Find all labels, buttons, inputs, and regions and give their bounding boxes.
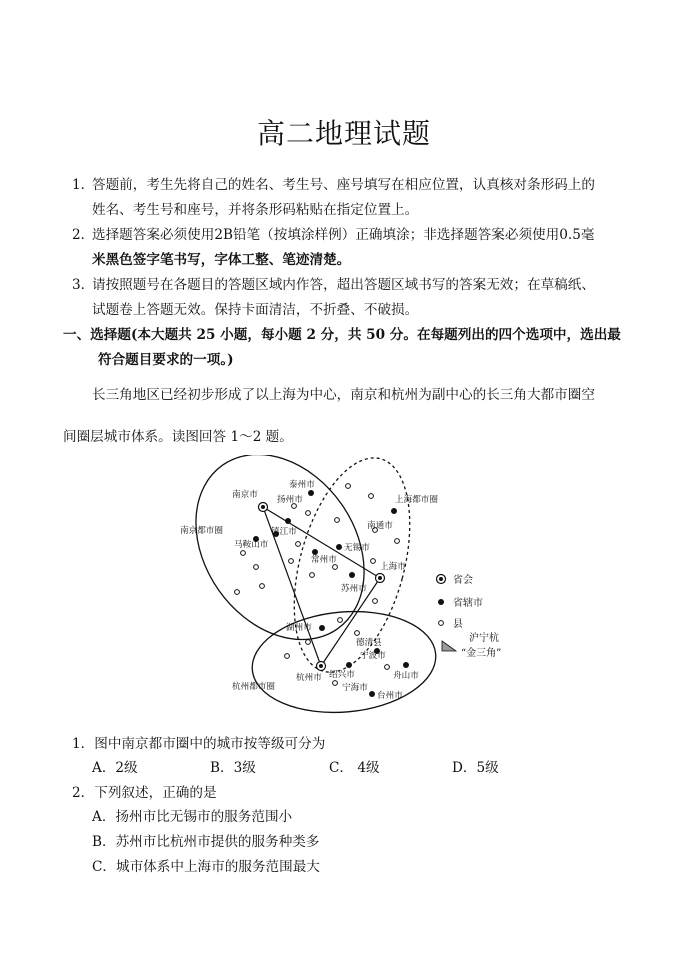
taizhou-marker	[308, 490, 314, 496]
label-suzhou: 苏州市	[341, 584, 367, 594]
wuxi-marker	[336, 544, 342, 550]
instruction-2-line1: 选择题答案必须使用2B铅笔（按填涂样例）正确填涂；非选择题答案必须使用0.5毫	[92, 227, 595, 243]
suzhou-marker	[349, 572, 355, 578]
label-haining: 宁海市	[342, 683, 368, 693]
shanghai-capital-marker	[376, 574, 385, 583]
label-maanshan: 马鞍山市	[234, 540, 269, 550]
q1-option-d: D．5级	[452, 760, 499, 776]
question-1-stem: 1．图中南京都市圈中的城市按等级可分为	[72, 736, 326, 752]
label-shaoxing: 绍兴市	[329, 670, 355, 680]
instruction-1-line2: 姓名、考生号和座号，并将条形码粘贴在指定位置上。	[92, 202, 419, 218]
instruction-3-line1: 请按照题号在各题目的答题区域内作答，超出答题区域书写的答案无效；在草稿纸、	[92, 277, 595, 293]
label-hangzhou: 杭州市	[296, 673, 322, 683]
legend-triangle-line2: “金三角”	[461, 648, 502, 659]
legend-city: 省辖市	[453, 598, 483, 609]
label-zhenjiang: 镇江市	[271, 527, 297, 537]
label-ningbo: 宁波市	[360, 651, 386, 661]
nantong-marker	[391, 508, 397, 514]
label-shanghai-circle: 上海都市圈	[395, 495, 438, 505]
yangtze-delta-map	[172, 455, 522, 725]
label-huzhou: 湖州市	[286, 623, 312, 633]
q1-option-c: C． 4级	[329, 760, 380, 776]
hangzhou-circle-boundary	[248, 604, 440, 720]
section-header-line1: 一、选择题(本大题共 25 小题，每小题 2 分，共 50 分。在每题列出的四个选项中，选出最	[63, 327, 621, 343]
label-nantong: 南通市	[367, 521, 393, 531]
section-header-line2: 符合题目要求的一项。)	[98, 352, 234, 368]
legend-capital: 省会	[453, 575, 473, 586]
q1-option-b: B．3级	[210, 760, 256, 776]
q1-option-a: A．2级	[92, 760, 138, 776]
question-2-stem: 2．下列叙述，正确的是	[72, 785, 217, 801]
instruction-1-line1: 答题前，考生先将自己的姓名、考生号、座号填写在相应位置，认真核对条形码上的	[92, 177, 595, 193]
instruction-3-line2: 试题卷上答题无效。保持卡面清洁，不折叠、不破损。	[92, 302, 419, 318]
label-wuxi: 无锡市	[344, 543, 370, 553]
label-changzhou: 常州市	[311, 555, 337, 565]
legend-county: 县	[453, 619, 463, 630]
huzhou-marker	[319, 625, 325, 631]
label-nanjing-circle: 南京都市圈	[180, 526, 223, 536]
hangzhou-capital-marker	[317, 662, 326, 671]
passage-line2: 间圈层城市体系。读图回答 1～2 题。	[63, 429, 293, 445]
zhoushan-marker	[403, 662, 409, 668]
q2-option-a: A．扬州市比无锡市的服务范围小	[92, 809, 293, 825]
label-yangzhou: 扬州市	[277, 495, 303, 505]
instruction-3-num: 3．	[72, 277, 95, 293]
instruction-1-num: 1．	[72, 177, 95, 193]
legend-triangle-line1: 沪宁杭	[469, 633, 499, 644]
label-hangzhou-circle: 杭州都市圈	[232, 682, 275, 692]
nanjing-capital-marker	[259, 503, 268, 512]
page-title: 高二地理试题	[256, 117, 431, 150]
q2-option-c: C．城市体系中上海市的服务范围最大	[92, 859, 320, 875]
label-taizhou: 泰州市	[289, 480, 315, 490]
q2-option-b: B．苏州市比杭州市提供的服务种类多	[92, 834, 320, 850]
passage-line1: 长三角地区已经初步形成了以上海为中心，南京和杭州为副中心的长三角大都市圈空	[92, 387, 595, 403]
yangzhou-marker	[285, 518, 291, 524]
map-legend	[437, 573, 502, 659]
triangle-icon	[442, 641, 456, 651]
instruction-2-line2: 米黑色签字笔书写，字体工整、笔迹清楚。	[92, 252, 351, 268]
taizhou2-marker	[369, 691, 375, 697]
label-deqing: 德清县	[356, 638, 382, 648]
shaoxing-marker	[346, 662, 352, 668]
label-nanjing: 南京市	[232, 490, 258, 500]
instruction-2-num: 2．	[72, 227, 95, 243]
label-taizhou2: 台州市	[377, 691, 403, 701]
label-zhoushan: 舟山市	[393, 671, 419, 681]
label-shanghai: 上海市	[380, 562, 406, 572]
